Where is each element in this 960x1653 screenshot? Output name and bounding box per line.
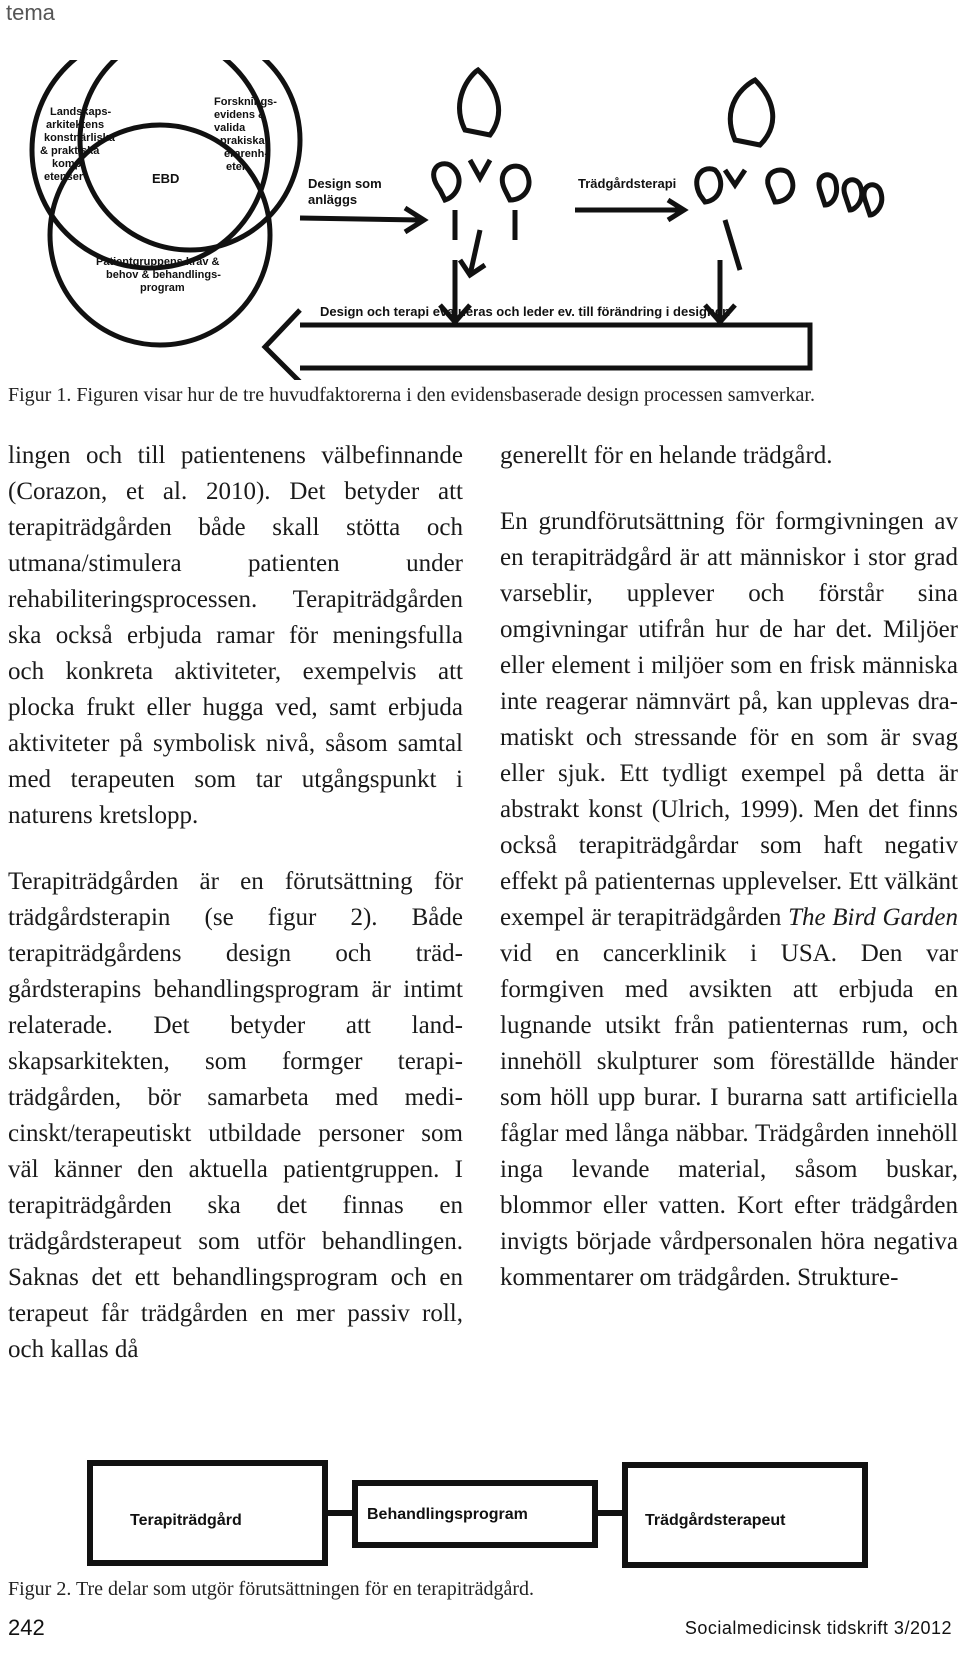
section-label: tema (6, 0, 55, 25)
text-column-right (500, 438, 958, 1326)
journal-title: Socialmedicinsk tidskrift 3/2012 (684, 1618, 952, 1638)
garden-name: The Bird Garden (788, 904, 958, 931)
box-1-label: Terapiträdgård (130, 1512, 242, 1529)
figure-2-caption: Figur 2. Tre delar som utgör förutsättningen för en terapiträdgård. (8, 1578, 534, 1600)
figure-1-caption: Figur 1. Figuren visar hur de tre huvudfaktorerna i den evidensbaserade design processen samverkar. (8, 384, 815, 406)
plant-group-1 (434, 70, 529, 275)
figure-2-drawing (80, 1455, 900, 1575)
box-3-label: Trädgårdsterapeut (645, 1512, 786, 1529)
arrow1-shaft (300, 218, 420, 220)
paragraph: Terapiträdgården är en förutsättning för trädgårdsterapin (se figur 2). Både terapiträdgårdens design och trädgårdsterapins behandlingsprogram är intimt relaterade. Det betyder att landskapsarkitekten, som formger terapiträdgården, bör samarbeta med medicinskt/terapeutiskt utbildade personer som väl känner den aktuella patientgruppen. I terapiträdgården ska det finnas en trädgårdsterapeut som utför behandlingen. Saknas det ett behandlingsprogram och en terapeut får trädgården en mer passiv roll, och kallas då (8, 868, 463, 1363)
arrow2-label: Trädgårdsterapi (578, 176, 677, 191)
page-number: 242 (8, 1615, 45, 1640)
paragraph: generellt för en helande trädgård. (500, 442, 833, 469)
paragraph: lingen och till patientenens välbefinnande (Corazon, et al. 2010). Det betyder att terapiträdgården både skall stötta och utmana/stimulera patienten under rehabiliteringsprocessen. Terapiträdgården ska också erbjuda ramar för meningsfulla och konkreta aktiviteter, exempelvis att plocka frukt eller hugga ved, samt erbjuda aktiviteter på symbolisk nivå, såsom samtal med terapeuten som tar utgångspunkt i naturens kretslopp. (8, 442, 463, 829)
venn-bottom-label: Patientgruppens krav & behov & behandlings- program (96, 256, 221, 294)
plant-group-2 (697, 80, 882, 270)
feedback-arrow-frame (300, 325, 810, 368)
paragraph-part: En grundförutsättning för formgivningen av en terapiträdgård är att människor i stor grad varseblir, upplever och förstår sina omgivningar utifrån hur de har det. Miljöer eller element i miljöer som en frisk människa inte reagerar nämnvärt på, kan upplevas dramatiskt och stressande för en som är svag eller sjuk. Ett tydligt exempel på detta är abstrakt konst (Ulrich, 1999). Men det finns också terapiträdgårdar som haft negativ effekt på patienternas upplevelser. Ett välkänt exempel är terapiträdgården (500, 508, 958, 931)
paragraph (500, 504, 958, 1296)
arrow1-label: Design som anläggs (308, 176, 382, 207)
venn-center-label: EBD (152, 171, 180, 186)
venn-top-right-label: Forsknings- evidens & valida prakiska erarenh- eter (214, 96, 277, 173)
paragraph-part: vid en cancerklinik i USA. Den var formgiven med avsikten att erbjuda en lugnande utsikt från patienternas rum, och innehöll skulpturer som föreställde händer som höll upp burar. I burarna satt artificiella fåglar med långa näbbar. Trädgården innehöll inga levande material, såsom buskar, blommor eller vatten. Kort efter trädgården invigts började vårdpersonalen höra negativa kommentarer om trädgården. Strukture- (500, 940, 958, 1291)
text-column-left (8, 438, 463, 1398)
feedback-label: Design och terapi evalueras och leder ev. till förändring i designen (320, 304, 731, 319)
venn-top-left-label: Landskaps- arkitektens konstnärliska & praktiska komp- etenser (40, 106, 115, 183)
feedback-arrow-head (265, 310, 300, 380)
figure-1-drawing (0, 60, 960, 380)
figure-1 (0, 60, 960, 380)
box-2-label: Behandlingsprogram (367, 1506, 528, 1523)
figure-2 (80, 1455, 900, 1575)
